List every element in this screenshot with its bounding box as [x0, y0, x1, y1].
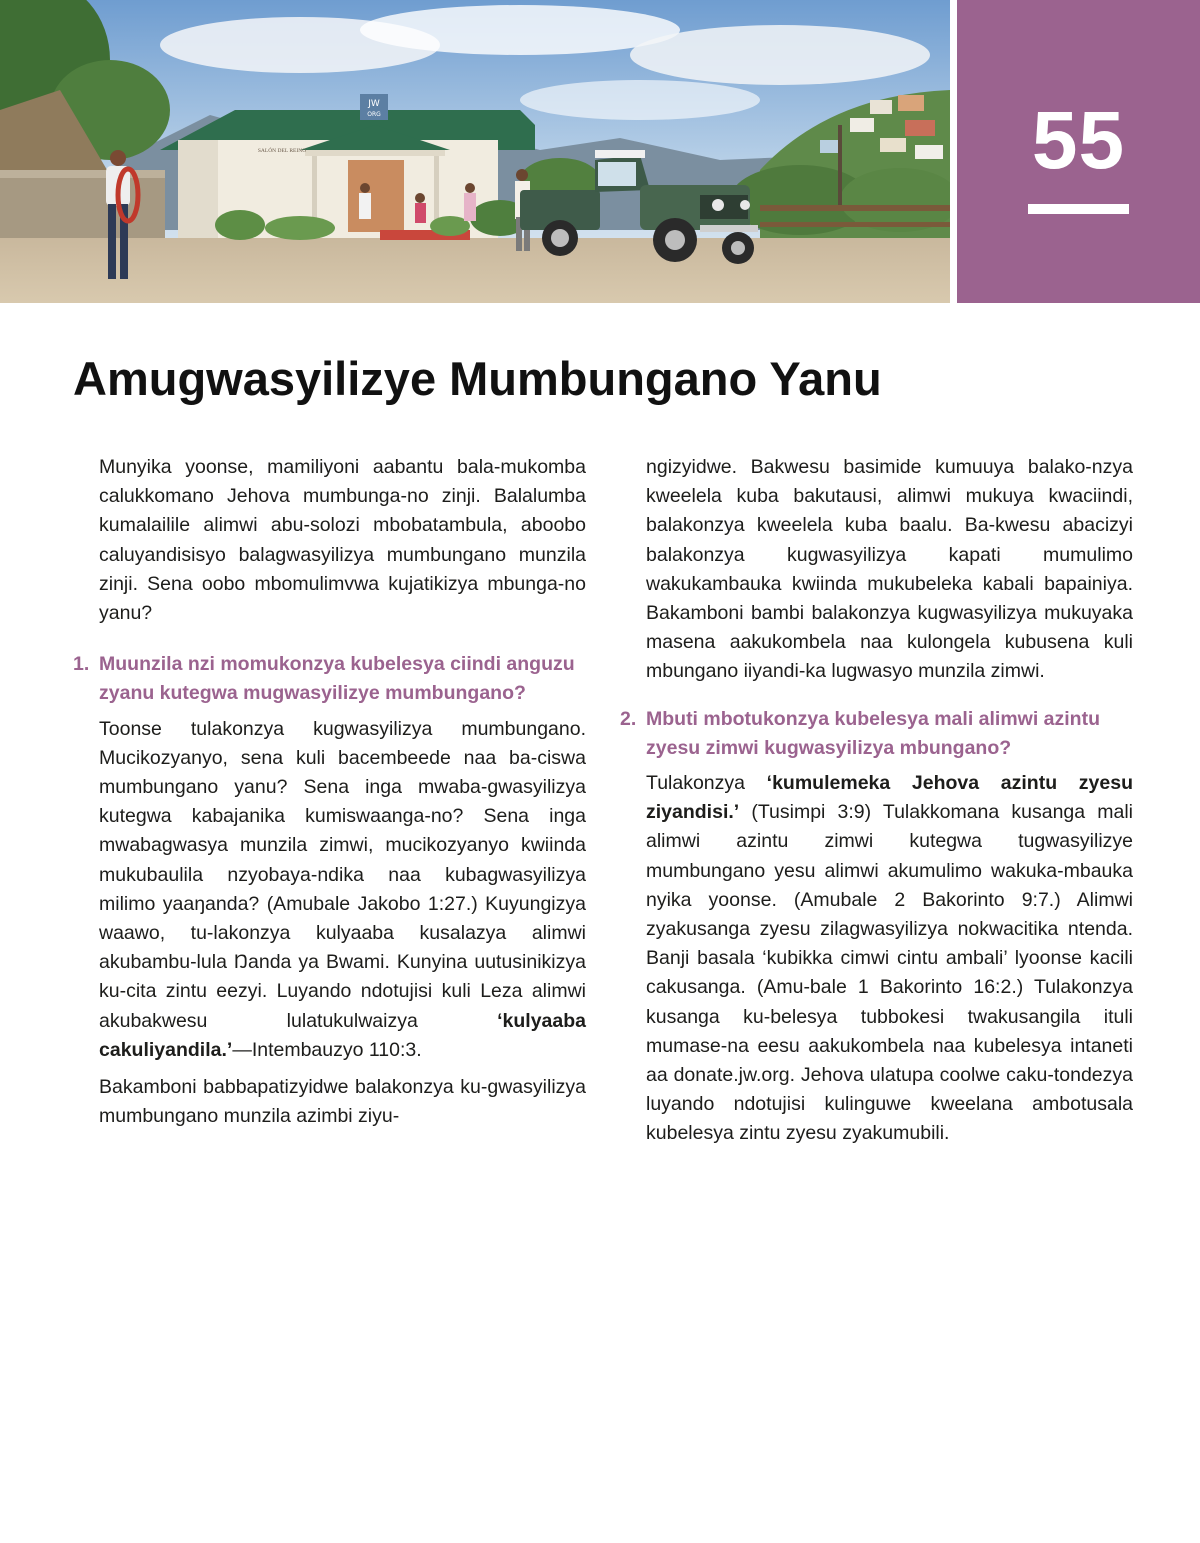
- section-1-paragraph-2-continued: ngizyidwe. Bakwesu basimide kumuuya balako-nzya kweelela kuba bakutausi, alimwi mukuya kwaciindi, balakonzya kweelela kuba baalu. Ba-kwesu abacizyi balakonzya kugwasyilizya kapati mumulimo wakukambauka kwiinda mukubeleka kabali bapainiya. Bakamboni bambi balakonzya kugwasyilizya mukuyaka masena aakukombela naa kulongela kubusena kuli mbungano iiyandi-ka lugwasyo munzila zimwi.: [646, 456, 1133, 683]
- section-2-pre: Tulakonzya: [646, 772, 767, 795]
- lesson-number-underline: [1028, 204, 1129, 214]
- right-column: [620, 453, 1133, 1149]
- section-2-paragraph: [620, 769, 1133, 1149]
- question-2-text: Mbuti mbotukonzya kubelesya mali alimwi azintu zyesu zimwi kugwasyilizya mbungano?: [646, 707, 1101, 759]
- building-sign-text: SALÓN DEL REINO: [257, 148, 307, 154]
- svg-text:JW: JW: [368, 99, 380, 109]
- question-1-text: Muunzila nzi momukonzya kubelesya ciindi anguzu zyanu kutegwa mugwasyilizye mumbungano?: [99, 653, 575, 705]
- question-2-number: 2.: [620, 707, 637, 730]
- section-2-text: (Tusimpi 3:9) Tulakkomana kusanga mali alimwi azintu zimwi kutegwa tugwasyilizye mumbungano yesu alimwi akumulimo wakuka-mbauka nyika yoonse. (Amubale 2 Bakorinto 9:7.) Alimwi zyakusanga zyesu zilagwasyilizya nokwacitika ntenda. Banji basala ‘kubikka cimwi cintu ambali’ lyoonse kacili cakusanga. (Amu-bale 1 Bakorinto 16:2.) Tulakonzya kusanga ku-belesya tubbokesi twakusangila ituli mumase-na eesu aakukombela naa kubelesya intaneti aa donate.jw.org. Jehova ulatupa coolwe caku-tondezya luyando ndotujisi kulinguwe kweelana ambotusala kubelesya zintu zyesu zyakumubili.: [646, 801, 1133, 1145]
- section-1-p1-bold: ‘kulyaaba cakuliyandila.’: [99, 1009, 586, 1061]
- lesson-number: 55: [1031, 95, 1126, 186]
- question-1-number: 1.: [73, 653, 90, 676]
- question-1: [73, 650, 586, 708]
- hero-illustration: [0, 0, 950, 303]
- question-2: [620, 705, 1133, 763]
- left-column: [73, 453, 586, 1131]
- intro-paragraph: Munyika yoonse, mamiliyoni aabantu bala-mukomba calukkomano Jehova mumbunga-no zinji. Balalumba kumalailile alimwi abu-solozi mbobatambula, aboobo caluyandisisyo balagwasyilizya mumbungano munzila zinji. Sena oobo mbomulimvwa kujatikizya mbunga-no yanu?: [99, 456, 586, 625]
- section-1-paragraph-2: Bakamboni babbapatizyidwe balakonzya ku-gwasyilizya mumbungano munzila azimbi ziyu-: [99, 1076, 586, 1128]
- lesson-number-panel: [957, 0, 1200, 303]
- section-2-bold: ‘kumulemeka Jehova azintu zyesu ziyandisi.’: [646, 772, 1133, 824]
- section-1-p1-text: Toonse tulakonzya kugwasyilizya mumbungano. Mucikozyanyo, sena kuli bacembeede naa ba-ciswa mumbungano yanu? Sena inga mwaba-gwasyilizya kutegwa kabajanika kumiswaanga-no? Sena inga mwabagwasya munzila zimwi, mucikozyanyo kwiinda mukubaulila nzyobaya-ndika naa kubagwasyilizya milimo yaaŋanda? (Amubale Jakobo 1:27.) Kuyungizya waawo, tu-lakonzya kulyaaba kusalazya alimwi akubambu-lula Ŋanda ya Bwami. Kunyina uutusinikizya ku-cita zintu eezyi. Luyando ndotujisi kuli Leza alimwi akubakwesu lulatukulwaizya: [99, 717, 586, 1032]
- page-title: Amugwasyilizye Mumbungano Yanu: [73, 352, 882, 405]
- svg-text:ORG: ORG: [367, 111, 381, 118]
- section-1-paragraph-1: [73, 715, 586, 1065]
- section-1-p1-ref: —Intembauzyo 110:3.: [232, 1038, 422, 1061]
